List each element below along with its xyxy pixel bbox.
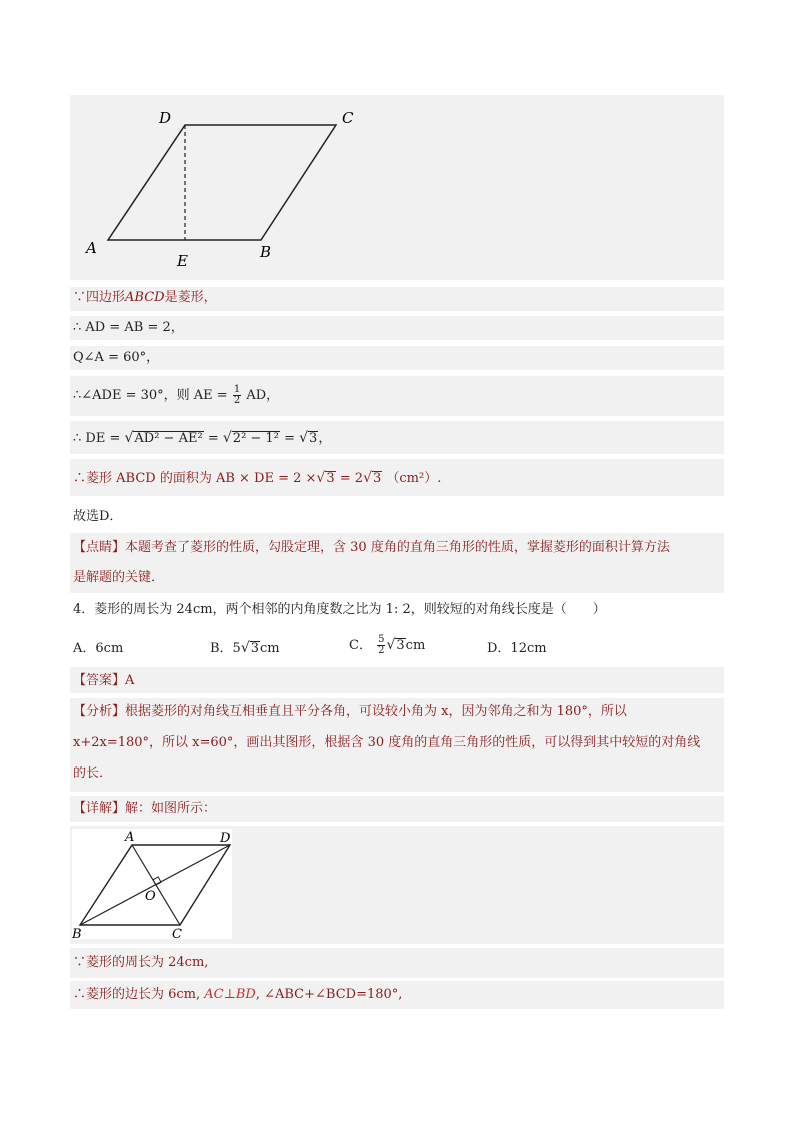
option-c (349, 630, 425, 661)
sqrt-icon: √ (299, 430, 309, 446)
option-c-post: cm (405, 638, 426, 653)
label-b: B (260, 243, 272, 261)
sol-line-6m: = 2 (339, 471, 364, 486)
step-line-2 (73, 986, 402, 1004)
answer-value: A (125, 673, 135, 688)
analysis-line-1 (73, 703, 627, 721)
sqrt-icon: √ (240, 640, 250, 656)
eq-2: = (284, 431, 295, 446)
label-o2: O (145, 889, 156, 904)
fraction-five-halves (377, 635, 385, 656)
label-a2: A (125, 830, 135, 845)
step-line-2c: , ∠ABC+∠BCD=180°, (255, 987, 403, 1002)
rhombus-abcd-outline (108, 125, 336, 240)
sqrt-icon: √ (222, 430, 232, 446)
sol-line-9: 是解题的关键． (73, 570, 165, 585)
option-b (210, 637, 280, 656)
label-a: A (86, 239, 97, 257)
sol-line-3: Q∠A = 60°， (73, 350, 160, 365)
sqrt-icon: √ (124, 430, 134, 446)
step-line-1: ∵菱形的周长为 24cm, (73, 955, 209, 970)
sol-line-6 (73, 466, 441, 491)
radicand-4: 3 (326, 471, 335, 486)
step-line-2b: AC⊥BD (204, 987, 256, 1002)
step-line-2a: ∴菱形的边长为 6cm, (73, 987, 205, 1002)
sol-line-7: 故选D． (73, 509, 123, 524)
sol-line-1 (73, 289, 217, 307)
dianjing-tag: 【点睛】 (73, 540, 126, 555)
option-c-pre: C． (349, 638, 372, 653)
option-b-radicand: 3 (250, 641, 260, 656)
sol-band-3 (70, 346, 724, 370)
analysis-line-3: 的长． (73, 766, 113, 781)
option-c-radicand: 3 (396, 638, 405, 653)
sol-line-5a: ∴ DE = (73, 431, 121, 446)
sol-line-5 (73, 426, 331, 451)
option-a: A．6cm (73, 641, 124, 656)
detail-text: 解：如图所示： (125, 801, 217, 816)
right-angle-mark (153, 877, 161, 885)
option-d: D．12cm (487, 641, 547, 656)
question-4-stem: 4．菱形的周长为 24cm，两个相邻的内角度数之比为 1: 2，则较短的对角线长度是（ ） (73, 602, 606, 617)
sqrt-icon: √ (316, 470, 326, 486)
sol-line-6e: （cm²）. (386, 471, 442, 486)
sol-line-1b: ABCD (125, 290, 165, 305)
label-c: C (342, 109, 354, 127)
frac-den: 2 (378, 645, 385, 656)
diagonal-bd (80, 845, 230, 925)
label-c2: C (172, 927, 182, 939)
detail-tag: 【详解】 (73, 801, 126, 816)
answer-line (73, 672, 134, 690)
analysis-line-2: x+2x=180°，所以 x=60°，画出其图形，根据含 30 度角的直角三角形的性质，可以得到其中较短的对角线 (73, 735, 701, 750)
eq-1: = (207, 431, 219, 446)
answer-tag: 【答案】 (73, 673, 126, 688)
sqrt-icon: √ (386, 637, 396, 653)
sol-line-1a: ∵四边形 (73, 290, 126, 305)
sol-line-1c: 是菱形， (164, 290, 217, 305)
radicand-2: 2² − 1² (232, 431, 279, 446)
frac-num: 1 (233, 384, 241, 395)
analysis-text-1: 根据菱形的对角线互相垂直且平分各角，可设较小角为 x，因为邻角之和为 180°，所以 (125, 704, 627, 719)
sol-line-2: ∴ AD = AB = 2， (73, 320, 184, 335)
detail-line (73, 800, 216, 818)
label-b2: B (72, 927, 82, 939)
frac-den: 2 (233, 395, 241, 406)
frac-num: 5 (378, 634, 385, 645)
radicand-5: 3 (372, 471, 382, 486)
sol-line-4b: AD， (246, 388, 280, 403)
radicand-1: AD² − AE² (134, 431, 203, 446)
label-d: D (159, 109, 172, 127)
sqrt-icon: √ (363, 470, 372, 486)
sol-line-6a: ∴菱形 ABCD 的面积为 AB × DE = 2 × (73, 471, 317, 486)
option-b-pre: B．5 (210, 641, 241, 656)
analysis-tag: 【分析】 (73, 704, 126, 719)
label-e: E (177, 252, 188, 270)
fraction-one-half (233, 385, 241, 406)
ans-band-1 (70, 667, 724, 693)
sol-line-8 (73, 539, 670, 557)
rhombus-figure-2 (72, 829, 232, 939)
sol-line-4a: ∴∠ADE = 30°，则 AE = (73, 388, 228, 403)
sol-line-5e: ， (318, 431, 332, 446)
radicand-3: 3 (309, 431, 318, 446)
sol-line-4 (73, 380, 279, 412)
rhombus-figure-1 (75, 100, 375, 275)
option-b-post: cm (260, 641, 280, 656)
dianjing-text: 本题考查了菱形的性质，勾股定理，含 30 度角的直角三角形的性质，掌握菱形的面积计算方法 (125, 540, 670, 555)
label-d2: D (220, 831, 231, 846)
